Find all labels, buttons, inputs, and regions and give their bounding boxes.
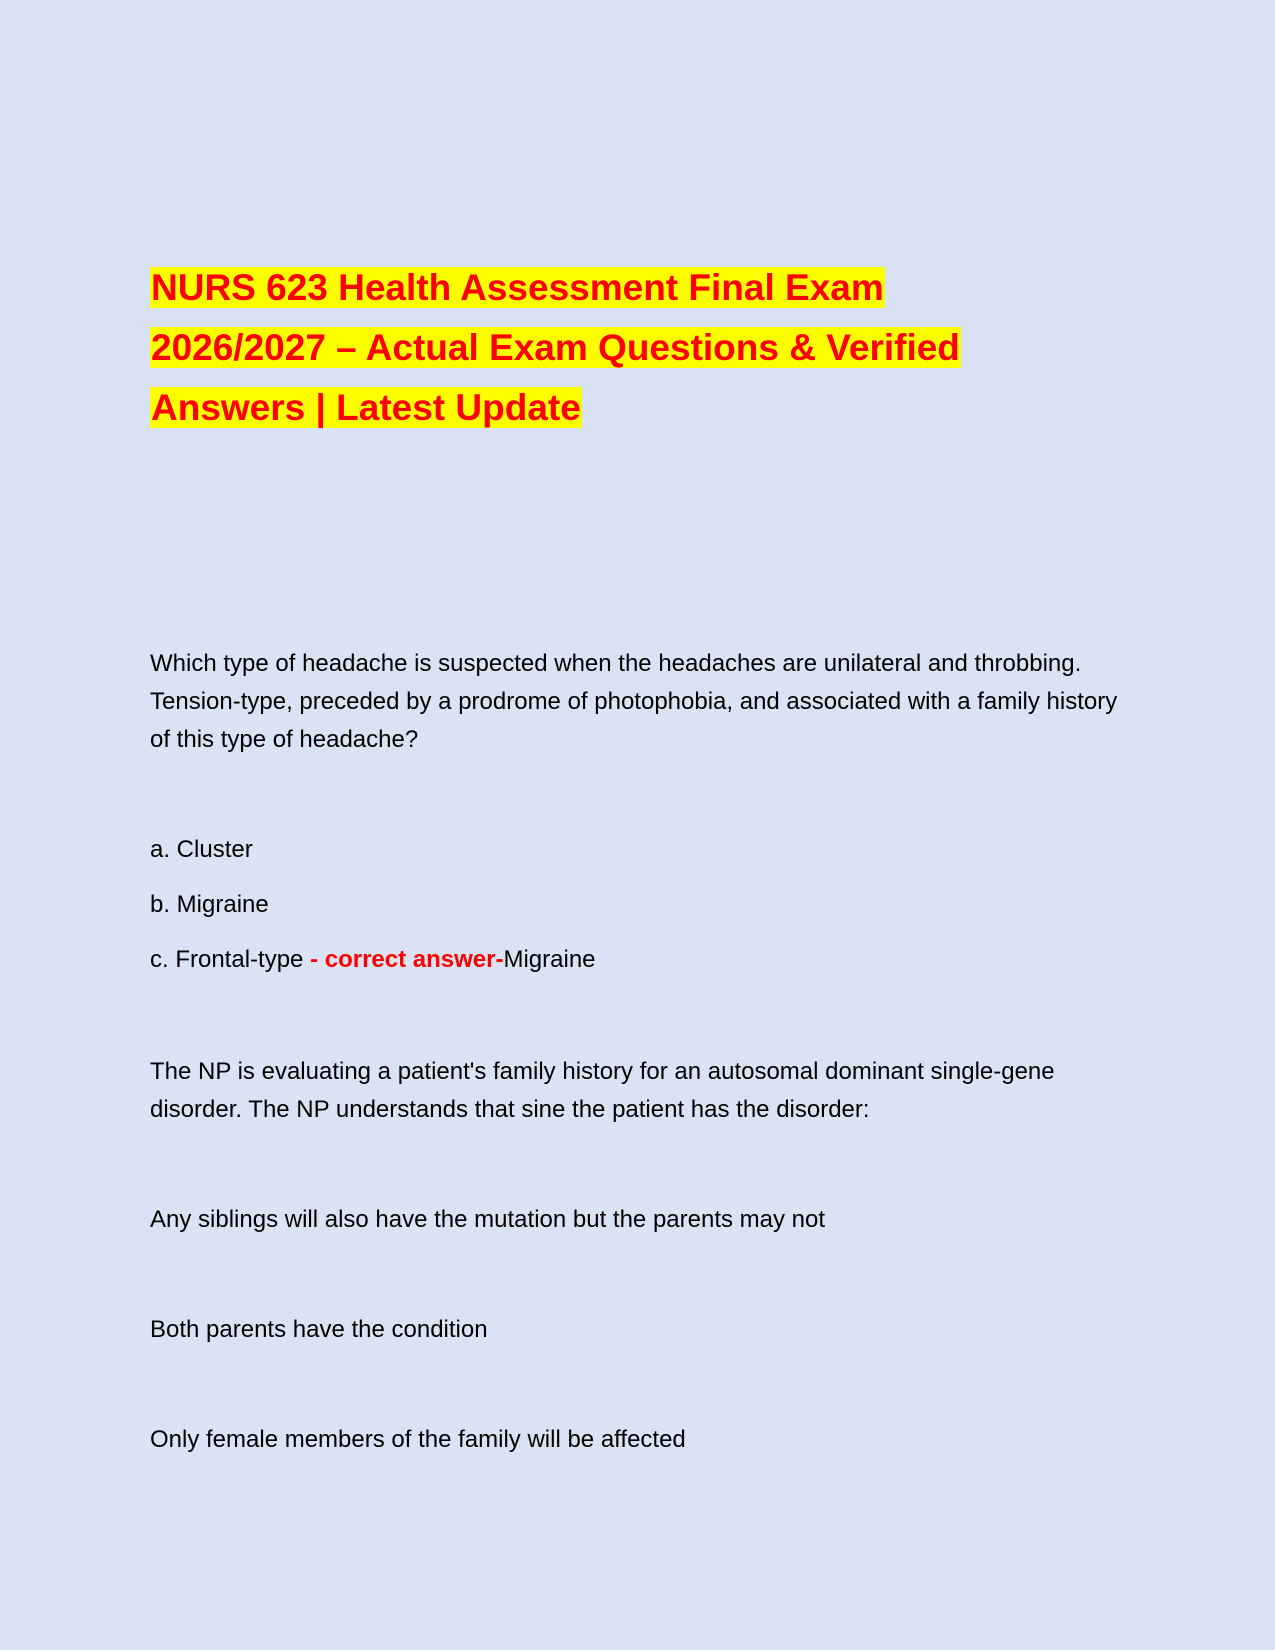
question-2-option-1: Any siblings will also have the mutation but the parents may not	[150, 1206, 826, 1233]
question-1-option-c	[150, 941, 1140, 979]
title-line: 2026/2027 – Actual Exam Questions & Verified	[151, 327, 960, 368]
question-1-option-b: b. Migraine	[150, 891, 269, 918]
question-1-text: Which type of headache is suspected when the headaches are unilateral and throbbing. Tension-type, preceded by a prodrome of photophobia, and associated with a family history of this type of headache?	[150, 650, 1118, 753]
title-line: Answers | Latest Update	[151, 387, 581, 428]
title-line: NURS 623 Health Assessment Final Exam	[151, 267, 884, 308]
question-1-option-a: a. Cluster	[150, 836, 253, 863]
correct-answer-value: Migraine	[503, 946, 596, 973]
document-page	[150, 0, 1140, 1650]
correct-answer-tag: - correct answer-	[310, 946, 504, 973]
document-title	[150, 258, 1140, 438]
option-c-label: c. Frontal-type	[150, 946, 311, 973]
question-2-option-2: Both parents have the condition	[150, 1316, 488, 1343]
question-2-text: The NP is evaluating a patient's family history for an autosomal dominant single-gene disorder. The NP understands that sine the patient has the disorder:	[150, 1058, 1055, 1123]
question-2-option-3: Only female members of the family will be affected	[150, 1426, 686, 1453]
